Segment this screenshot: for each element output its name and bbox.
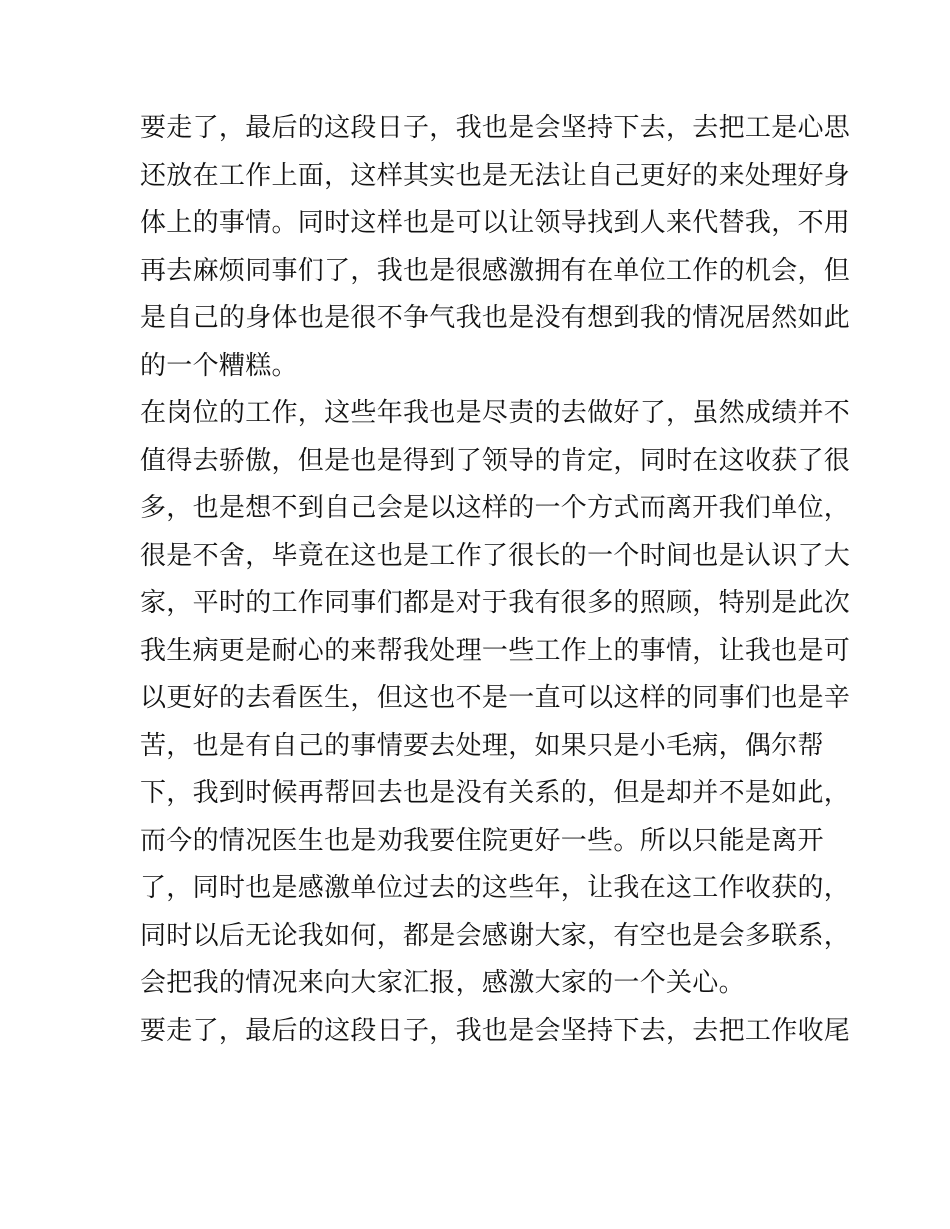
text-line-9: 多，也是想不到自己会是以这样的一个方式而离开我们单位， bbox=[140, 493, 851, 523]
text-line-20: 要走了，最后的这段日子，我也是会坚持下去，去把工作收尾 bbox=[140, 1015, 851, 1046]
text-line-5: 是自己的身体也是很不争气我也是没有想到我的情况居然如此 bbox=[140, 303, 851, 333]
text-line-1: 要走了，最后的这段日子，我也是会坚持下去，去把工是心思 bbox=[140, 113, 851, 143]
text-line-2: 还放在工作上面，这样其实也是无法让自己更好的来处理好身 bbox=[140, 160, 851, 191]
text-line-15: 下，我到时候再帮回去也是没有关系的，但是却并不是如此， bbox=[140, 778, 851, 808]
text-line-4: 再去麻烦同事们了，我也是很感激拥有在单位工作的机会，但 bbox=[140, 255, 851, 286]
text-line-8: 值得去骄傲，但是也是得到了领导的肯定，同时在这收获了很 bbox=[140, 445, 851, 476]
document-body bbox=[140, 105, 851, 1055]
text-line-18: 同时以后无论我如何，都是会感谢大家，有空也是会多联系， bbox=[140, 920, 851, 951]
text-line-6: 的一个糟糕。 bbox=[140, 350, 298, 381]
text-line-11: 家，平时的工作同事们都是对于我有很多的照顾，特别是此次 bbox=[140, 588, 851, 618]
text-line-10: 很是不舍，毕竟在这也是工作了很长的一个时间也是认识了大 bbox=[140, 540, 851, 571]
text-line-12: 我生病更是耐心的来帮我处理一些工作上的事情，让我也是可 bbox=[140, 635, 851, 666]
text-line-17: 了，同时也是感激单位过去的这些年，让我在这工作收获的， bbox=[140, 873, 851, 903]
text-line-19: 会把我的情况来向大家汇报，感激大家的一个关心。 bbox=[140, 968, 745, 998]
text-line-3: 体上的事情。同时这样也是可以让领导找到人来代替我，不用 bbox=[140, 208, 851, 238]
text-line-7: 在岗位的工作，这些年我也是尽责的去做好了，虽然成绩并不 bbox=[140, 398, 851, 428]
text-line-13: 以更好的去看医生，但这也不是一直可以这样的同事们也是辛 bbox=[140, 683, 851, 713]
text-line-14: 苦，也是有自己的事情要去处理，如果只是小毛病，偶尔帮 bbox=[140, 730, 824, 761]
text-line-16: 而今的情况医生也是劝我要住院更好一些。所以只能是离开 bbox=[140, 825, 824, 856]
